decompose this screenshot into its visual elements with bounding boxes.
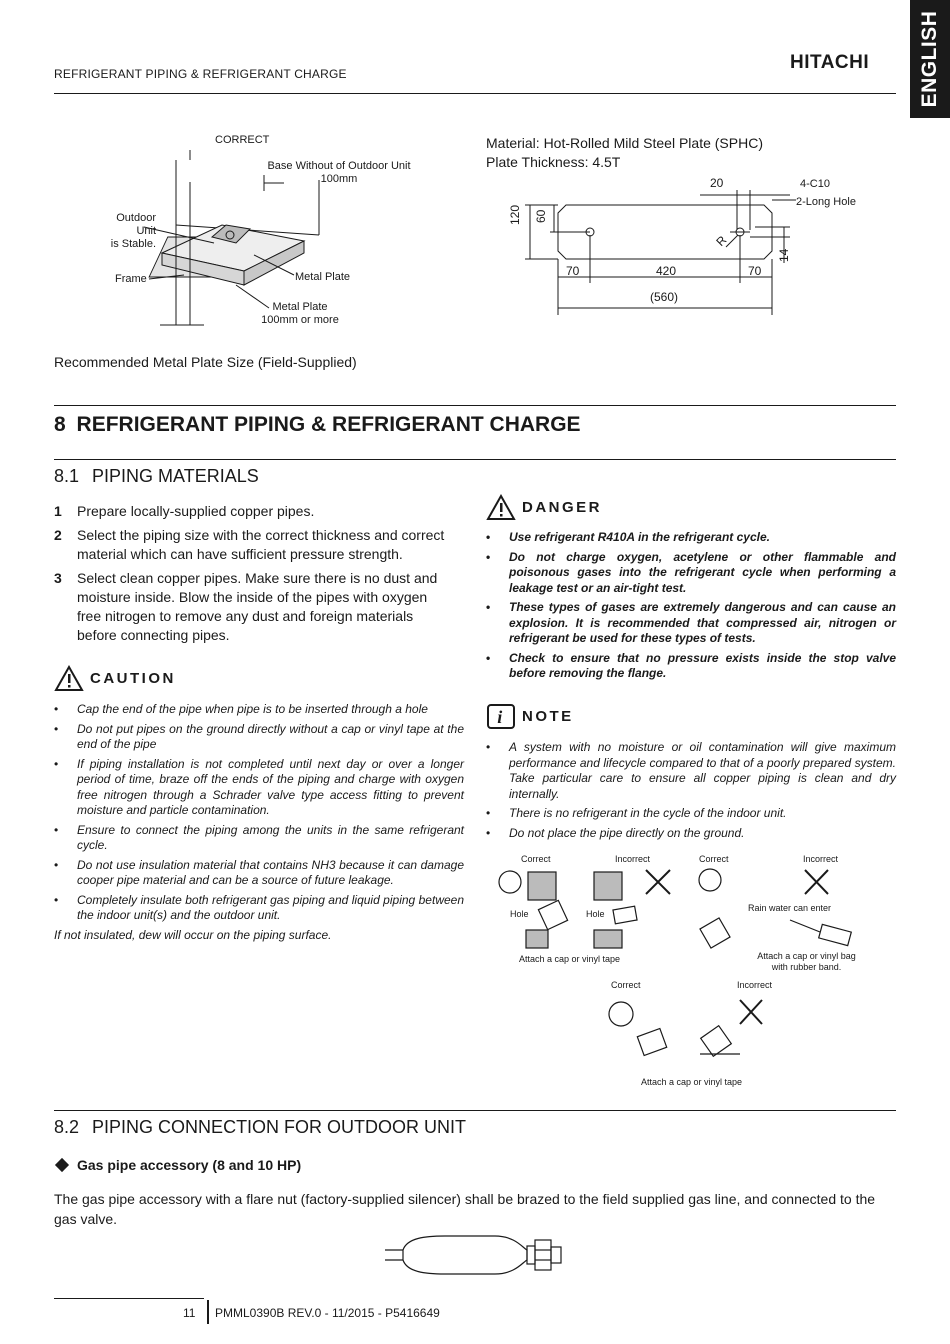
label-cap-tape-1: Attach a cap or vinyl tape (519, 954, 621, 964)
label-incorrect-3: Incorrect (737, 980, 773, 990)
section82-heading (54, 1117, 466, 1138)
label-rain-water: Rain water can enter (748, 903, 832, 913)
note-heading (486, 703, 574, 730)
section82-num: 8.2 (54, 1117, 80, 1137)
step-number: 2 (54, 527, 62, 543)
caution-footer: If not insulated, dew will occur on the piping surface. (54, 927, 332, 942)
dim-60: 60 (534, 209, 548, 223)
section8-title: REFRIGERANT PIPING & REFRIGERANT CHARGE (76, 413, 581, 436)
label-incorrect-2: Incorrect (803, 854, 839, 864)
label-cap-bag-line1: Attach a cap or vinyl bag (757, 951, 856, 961)
brand-logo: HITACHI (790, 52, 870, 73)
step-2 (54, 526, 454, 564)
dim-70b: 70 (748, 264, 762, 278)
label-long-hole: 2-Long Hole (796, 196, 856, 208)
label-hole-2: Hole (586, 909, 605, 919)
svg-text:i: i (497, 707, 505, 727)
gas-pipe-paragraph: The gas pipe accessory with a flare nut (factory-supplied silencer) shall be brazed to the field supplied gas line, and connected to the gas valve. (54, 1191, 876, 1227)
danger-heading (486, 494, 602, 521)
label-metal-plate2-line1: Metal Plate (272, 301, 328, 313)
label-correct: CORRECT (215, 134, 270, 146)
caution-item: • Do not use insulation material that contains NH3 because it can damage cooper pipe material and can be a source of future leakage. (54, 858, 464, 889)
page-number: 11 (183, 1306, 196, 1320)
caution-list (54, 702, 464, 943)
label-metal-plate: Metal Plate (295, 271, 351, 283)
label-outdoor-line2: is Stable. (110, 238, 156, 250)
figure-caption: Recommended Metal Plate Size (Field-Supplied) (54, 354, 357, 370)
label-base-line2: 100mm (320, 173, 358, 185)
section82-rule (54, 1110, 896, 1111)
caution-item: • If piping installation is not completed until next day or over a longer period of time, braze off the ends of the piping and charge with oxygen free nitrogen through a Schrader valve type access fitting to prevent moisture and particle contamination. (54, 757, 464, 819)
danger-item: • Do not charge oxygen, acetylene or other flammable and poisonous gases into the refrigerant cycle when performing a leakage test or an air-tight test. (486, 550, 896, 597)
label-correct-2: Correct (699, 854, 729, 864)
caution-item: • Do not put pipes on the ground directly without a cap or vinyl tape at the end of the pipe (54, 722, 464, 753)
section81-heading (54, 466, 259, 487)
danger-item: • Check to ensure that no pressure exists inside the stop valve before removing the flange. (486, 651, 896, 682)
steps-list (54, 502, 454, 650)
label-hole-1: Hole (510, 909, 529, 919)
danger-list (486, 530, 896, 686)
silencer-drawing (385, 1232, 570, 1278)
warning-triangle-icon (486, 494, 516, 521)
dim-420: 420 (656, 264, 677, 278)
danger-title: DANGER (522, 499, 603, 516)
label-cap-tape-2: Attach a cap or vinyl tape (641, 1077, 743, 1087)
info-icon (486, 703, 516, 730)
label-cap-bag-line2: with rubber band. (771, 962, 842, 972)
danger-item: • These types of gases are extremely dangerous and can cause an explosion. It is recommended that compressed air, nitrogen or refrigerant be used for these types of tests. (486, 600, 896, 647)
header-rule (54, 93, 896, 94)
step-1 (54, 502, 454, 521)
language-tab (910, 0, 950, 118)
label-metal-plate-size (258, 301, 342, 327)
note-item: • A system with no moisture or oil contamination will give maximum performance and lifecycle compared to that of a poorly prepared system. Take particular care to ensure all copper piping is clean and dry internally. (486, 740, 896, 802)
label-correct-1: Correct (521, 854, 551, 864)
caution-heading (54, 665, 176, 692)
diamond-bullet-icon (55, 1158, 69, 1172)
section8-heading (54, 413, 581, 437)
dim-20: 20 (710, 176, 724, 190)
step-3 (54, 569, 454, 645)
label-frame: Frame (115, 273, 147, 285)
section81-rule (54, 459, 896, 460)
label-metal-plate2-line2: 100mm or more (261, 314, 339, 326)
note-item: • There is no refrigerant in the cycle of the indoor unit. (486, 806, 896, 822)
note-list (486, 740, 896, 845)
dim-560: (560) (650, 290, 679, 304)
plate-material: Material: Hot-Rolled Mild Steel Plate (SPHC) (486, 135, 763, 151)
label-base-line1: Base Without of Outdoor Unit (267, 160, 411, 172)
step-number: 1 (54, 503, 62, 519)
warning-triangle-icon (54, 665, 84, 692)
section8-num: 8 (54, 413, 66, 436)
section8-rule (54, 405, 896, 406)
plate-thickness: Plate Thickness: 4.5T (486, 154, 621, 170)
step-text: Prepare locally-supplied copper pipes. (77, 503, 315, 519)
dim-r: R (713, 232, 730, 250)
danger-item: • Use refrigerant R410A in the refrigerant cycle. (486, 530, 896, 546)
language-tab-label: ENGLISH (918, 10, 941, 108)
label-incorrect-1: Incorrect (615, 854, 651, 864)
caution-item: • Ensure to connect the piping among the units in the same refrigerant cycle. (54, 823, 464, 854)
caution-item: • Cap the end of the pipe when pipe is to be inserted through a hole (54, 702, 464, 718)
note-title: NOTE (522, 708, 574, 725)
step-text: Select the piping size with the correct thickness and correct material which can have sufficient pressure strength. (77, 527, 445, 562)
caution-title: CAUTION (90, 670, 176, 687)
section81-num: 8.1 (54, 466, 80, 486)
gas-pipe-subheading-text: Gas pipe accessory (8 and 10 HP) (77, 1157, 302, 1173)
label-cap-bag (749, 951, 864, 973)
footer-divider (207, 1300, 209, 1324)
footer-rule (54, 1298, 204, 1299)
dim-70a: 70 (566, 264, 580, 278)
step-number: 3 (54, 570, 62, 586)
dim-14: 14 (777, 248, 791, 262)
section82-title: PIPING CONNECTION FOR OUTDOOR UNIT (92, 1117, 467, 1137)
dim-4c10: 4-C10 (800, 178, 830, 190)
pipe-protection-figure (490, 862, 890, 1092)
document-code: PMML0390B REV.0 - 11/2015 - P5416649 (215, 1306, 440, 1320)
gas-pipe-subheading (54, 1157, 301, 1173)
label-outdoor-line1: Outdoor Unit (116, 212, 156, 237)
dim-120: 120 (508, 204, 522, 225)
header-title: REFRIGERANT PIPING & REFRIGERANT CHARGE (54, 67, 347, 81)
note-item: • Do not place the pipe directly on the ground. (486, 826, 896, 842)
label-base (265, 160, 413, 186)
label-correct-3: Correct (611, 980, 641, 990)
step-text: Select clean copper pipes. Make sure there is no dust and moisture inside. Blow the inside of the pipes with oxygen free nitrogen to remove any dust and foreign materials before connecting pipes. (77, 570, 438, 643)
plate-spec (486, 134, 763, 172)
section81-title: PIPING MATERIALS (92, 466, 259, 486)
caution-item: • Completely insulate both refrigerant gas piping and liquid piping between the indoor unit(s) and the outdoor unit. (54, 893, 464, 924)
label-outdoor-unit (96, 212, 156, 251)
